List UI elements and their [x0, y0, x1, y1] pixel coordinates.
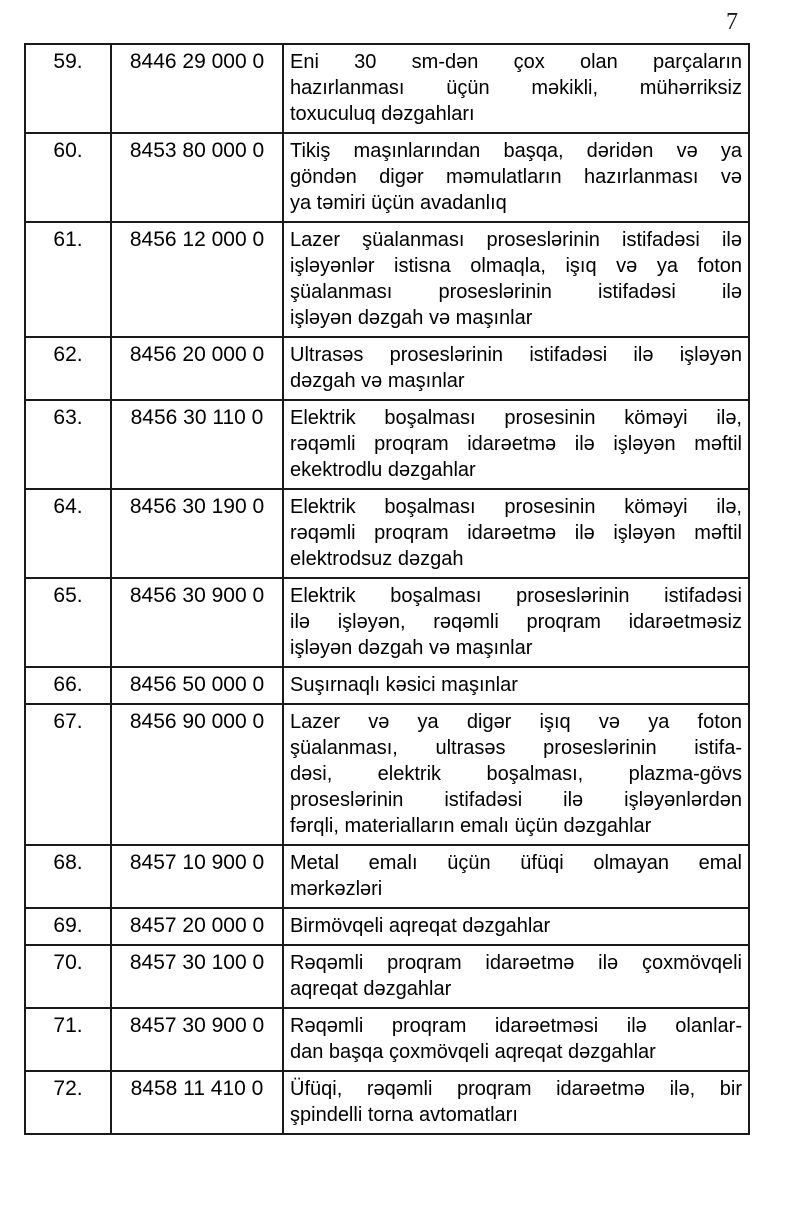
row-description [283, 1071, 749, 1134]
row-number: 72. [25, 1071, 111, 1134]
row-code: 8457 30 900 0 [111, 1008, 283, 1071]
row-code: 8457 30 100 0 [111, 945, 283, 1008]
description-line: göndən digər məmulatların hazırlanması və [290, 166, 742, 188]
row-description [283, 704, 749, 845]
description-line: Lazer şüalanması proseslərinin istifadəsi ilə [290, 229, 742, 251]
description-line: Tikiş maşınlarından başqa, dəridən və ya [290, 140, 742, 162]
table-row [25, 704, 749, 845]
table-row [25, 667, 749, 704]
table-row [25, 945, 749, 1008]
description-line: fərqli, materialların emalı üçün dəzgahlar [290, 815, 652, 837]
description-line: rəqəmli proqram idarəetmə ilə işləyən məftil [290, 433, 742, 455]
description-line: rəqəmli proqram idarəetmə ilə işləyən məftil [290, 522, 742, 544]
row-description [283, 222, 749, 337]
description-line: Ultrasəs proseslərinin istifadəsi ilə işləyən [290, 344, 742, 366]
row-number: 59. [25, 44, 111, 133]
description-line: mərkəzləri [290, 878, 383, 900]
row-description [283, 400, 749, 489]
row-description [283, 945, 749, 1008]
row-number: 61. [25, 222, 111, 337]
description-line: dan başqa çoxmövqeli aqreqat dəzgahlar [290, 1041, 656, 1063]
row-number: 60. [25, 133, 111, 222]
description-line: dəsi, elektrik boşalması, plazma-gövs [290, 763, 742, 785]
page-number: 7 [726, 9, 738, 35]
row-description [283, 667, 749, 704]
description-line: Suşırnaqlı kəsici maşınlar [290, 674, 518, 696]
goods-table-body [25, 44, 749, 1134]
row-description [283, 489, 749, 578]
description-line: şüalanması proseslərinin istifadəsi ilə [290, 281, 742, 303]
row-description [283, 578, 749, 667]
description-line: ilə işləyən, rəqəmli proqram idarəetməsiz [290, 611, 742, 633]
description-line: toxuculuq dəzgahları [290, 103, 475, 125]
table-row [25, 908, 749, 945]
row-code: 8456 20 000 0 [111, 337, 283, 400]
description-line: Metal emalı üçün üfüqi olmayan emal [290, 852, 742, 874]
description-line: şüalanması, ultrasəs proseslərinin istifa- [290, 737, 742, 759]
table-row [25, 44, 749, 133]
table-row [25, 578, 749, 667]
row-code: 8456 90 000 0 [111, 704, 283, 845]
row-description [283, 1008, 749, 1071]
table-row [25, 400, 749, 489]
table-row [25, 133, 749, 222]
row-number: 62. [25, 337, 111, 400]
row-number: 67. [25, 704, 111, 845]
row-code: 8458 11 410 0 [111, 1071, 283, 1134]
description-line: proseslərinin istifadəsi ilə işləyənlərdən [290, 789, 742, 811]
description-line: Rəqəmli proqram idarəetmə ilə çoxmövqeli [290, 952, 742, 974]
row-number: 63. [25, 400, 111, 489]
row-description [283, 908, 749, 945]
row-code: 8456 50 000 0 [111, 667, 283, 704]
description-line: dəzgah və maşınlar [290, 370, 465, 392]
description-line: Rəqəmli proqram idarəetməsi ilə olanlar- [290, 1015, 742, 1037]
description-line: Elektrik boşalması prosesinin köməyi ilə, [290, 407, 742, 429]
row-code: 8446 29 000 0 [111, 44, 283, 133]
goods-table [24, 43, 750, 1135]
table-row [25, 1008, 749, 1071]
description-line: işləyən dəzgah və maşınlar [290, 637, 533, 659]
row-code: 8456 12 000 0 [111, 222, 283, 337]
row-description [283, 845, 749, 908]
table-row [25, 222, 749, 337]
description-line: Lazer və ya digər işıq və ya foton [290, 711, 742, 733]
description-line: işləyən dəzgah və maşınlar [290, 307, 533, 329]
description-line: aqreqat dəzgahlar [290, 978, 452, 1000]
table-row [25, 489, 749, 578]
row-number: 64. [25, 489, 111, 578]
description-line: şpindelli torna avtomatları [290, 1104, 518, 1126]
row-code: 8456 30 900 0 [111, 578, 283, 667]
row-code: 8456 30 190 0 [111, 489, 283, 578]
row-number: 71. [25, 1008, 111, 1071]
description-line: Birmövqeli aqreqat dəzgahlar [290, 915, 551, 937]
row-description [283, 44, 749, 133]
row-code: 8457 20 000 0 [111, 908, 283, 945]
description-line: ya təmiri üçün avadanlıq [290, 192, 507, 214]
description-line: Elektrik boşalması proseslərinin istifadəsi [290, 585, 742, 607]
description-line: elektrodsuz dəzgah [290, 548, 464, 570]
row-code: 8456 30 110 0 [111, 400, 283, 489]
description-line: Eni 30 sm-dən çox olan parçaların [290, 51, 742, 73]
row-number: 68. [25, 845, 111, 908]
row-description [283, 133, 749, 222]
description-line: ekektrodlu dəzgahlar [290, 459, 476, 481]
row-number: 65. [25, 578, 111, 667]
description-line: işləyənlər istisna olmaqla, işıq və ya foton [290, 255, 742, 277]
description-line: Elektrik boşalması prosesinin köməyi ilə, [290, 496, 742, 518]
table-row [25, 1071, 749, 1134]
row-number: 70. [25, 945, 111, 1008]
row-number: 66. [25, 667, 111, 704]
row-code: 8457 10 900 0 [111, 845, 283, 908]
table-row [25, 845, 749, 908]
row-code: 8453 80 000 0 [111, 133, 283, 222]
table-row [25, 337, 749, 400]
row-number: 69. [25, 908, 111, 945]
description-line: Üfüqi, rəqəmli proqram idarəetmə ilə, bir [290, 1078, 742, 1100]
description-line: hazırlanması üçün məkikli, mühərriksiz [290, 77, 742, 99]
row-description [283, 337, 749, 400]
